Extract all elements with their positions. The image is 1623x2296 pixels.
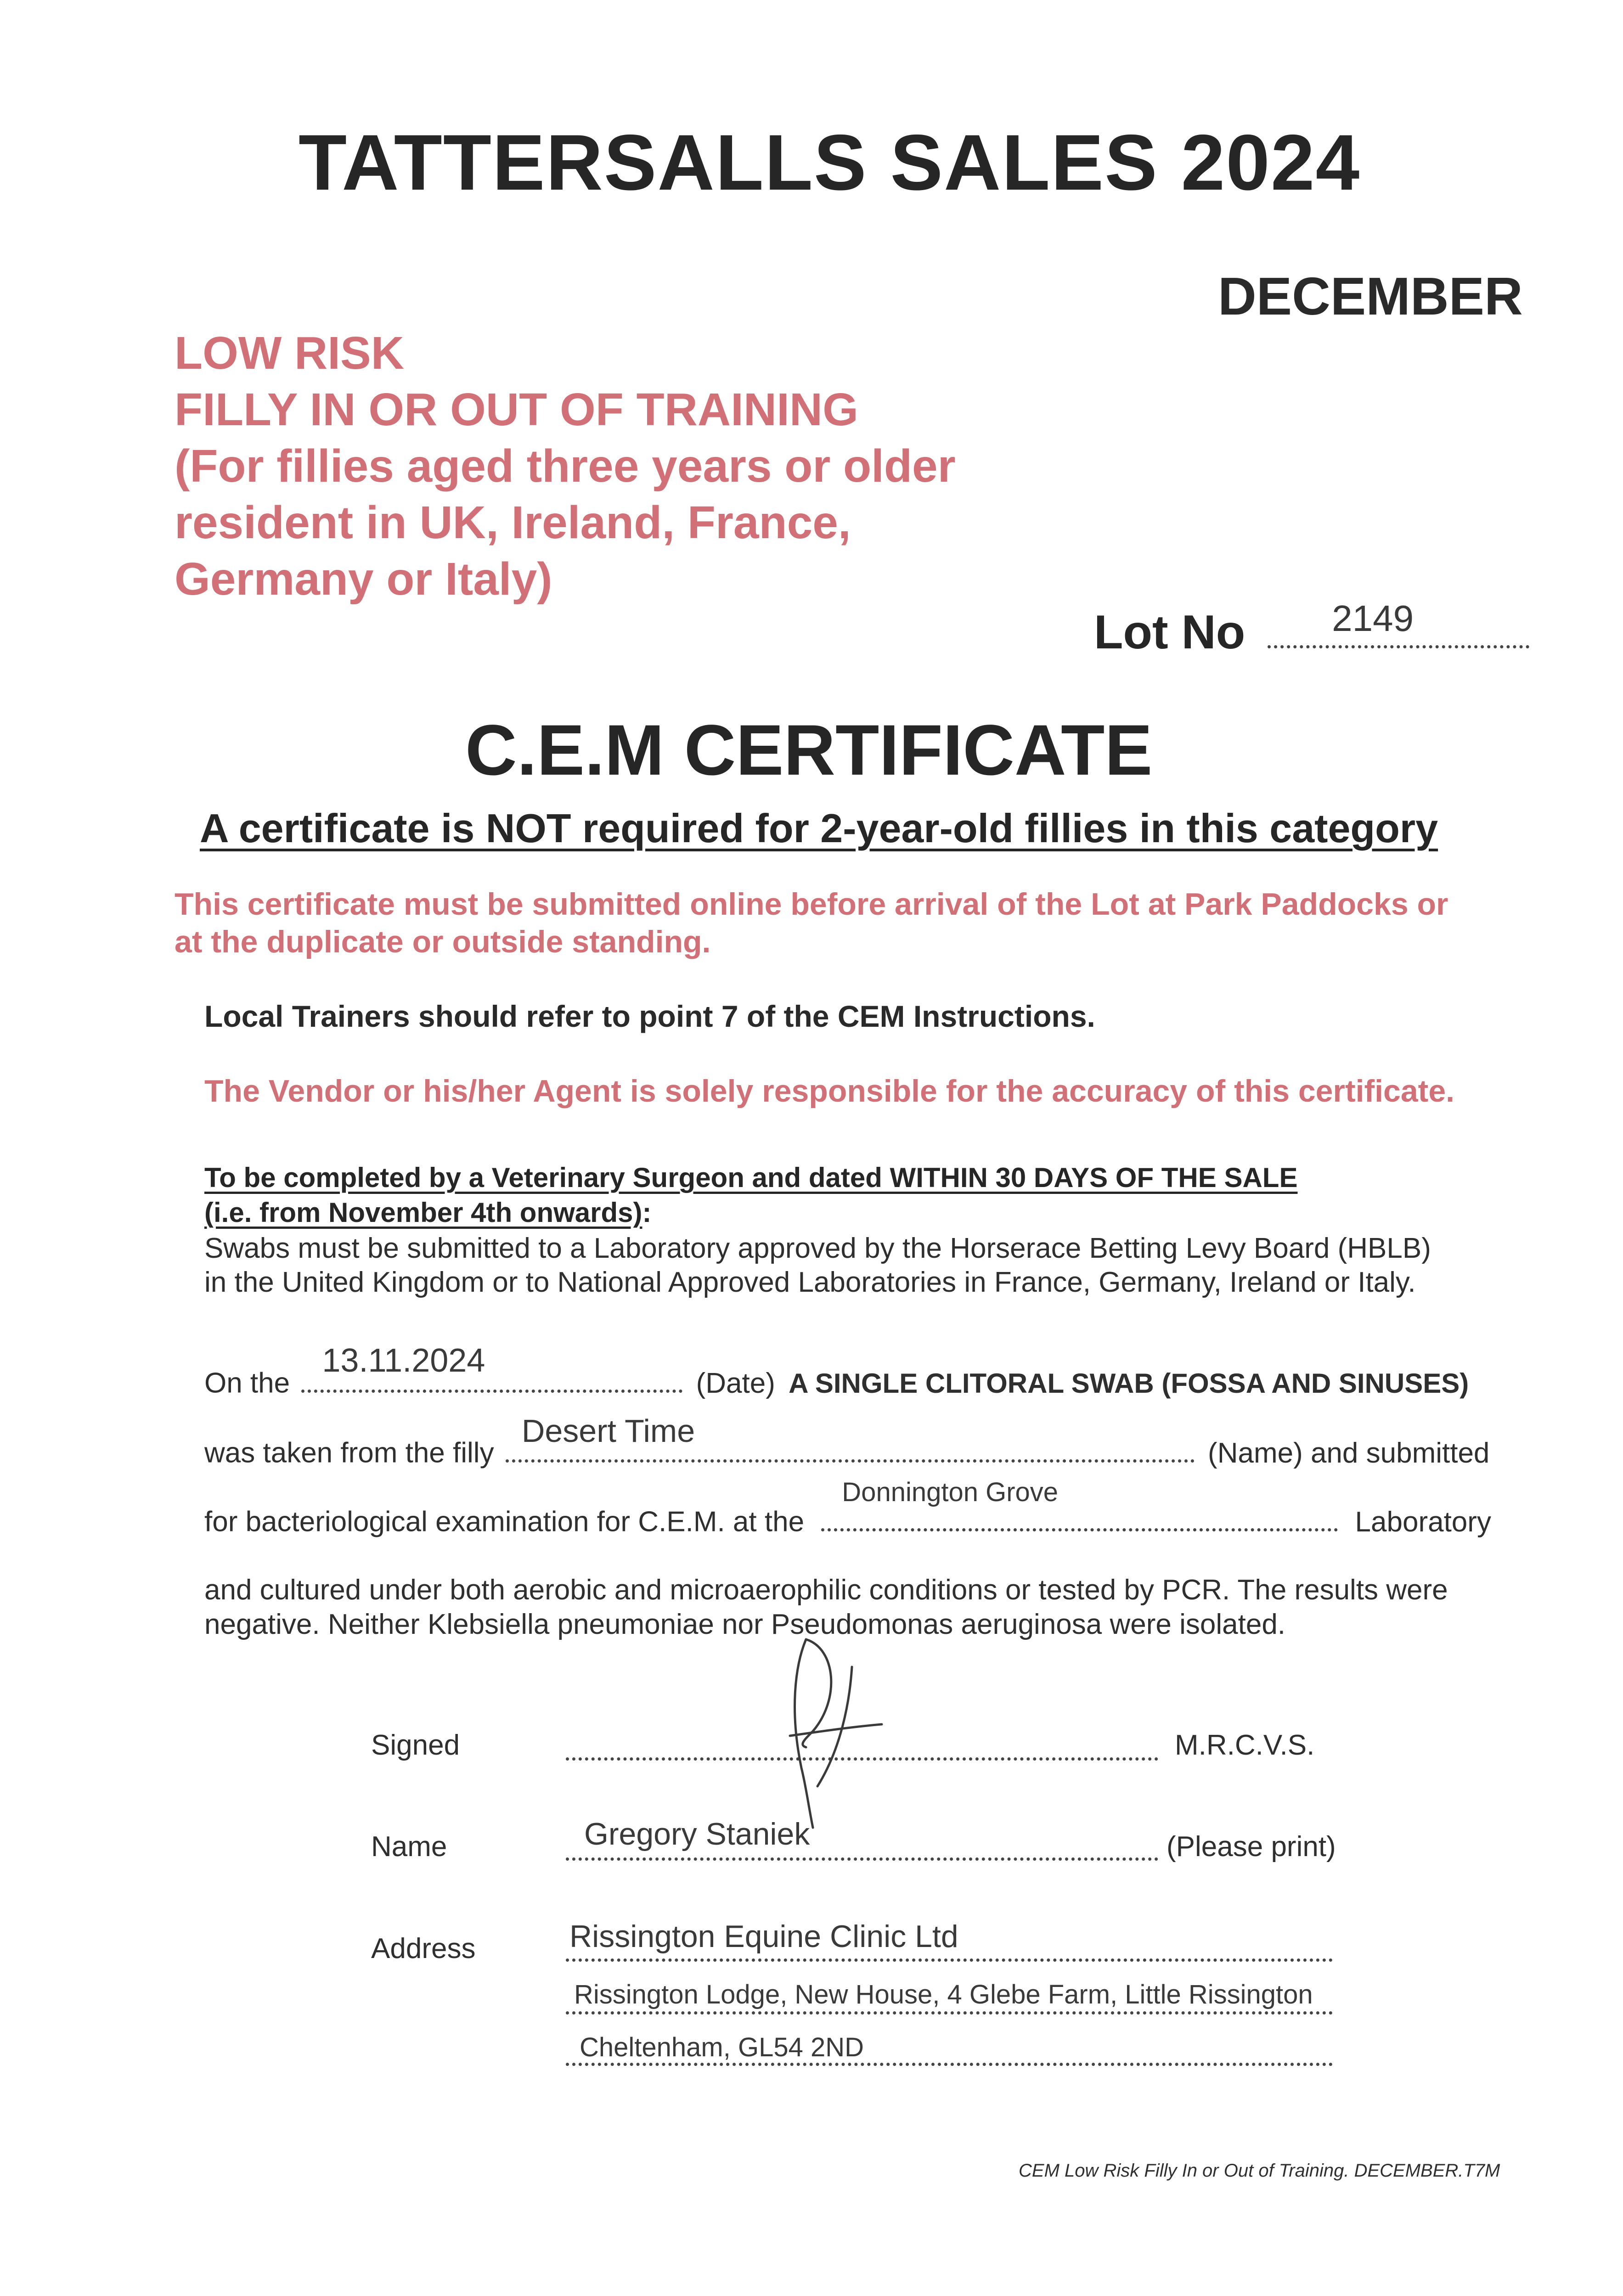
results-line-1: and cultured under both aerobic and microaerophilic conditions or tested by PCR. The results were xyxy=(204,1574,1448,1606)
swab-type: A SINGLE CLITORAL SWAB (FOSSA AND SINUSES) xyxy=(789,1367,1469,1399)
footer-reference: CEM Low Risk Filly In or Out of Training. DECEMBER.T7M xyxy=(1019,2161,1500,2181)
local-trainers-notice: Local Trainers should refer to point 7 of the CEM Instructions. xyxy=(204,999,1095,1033)
filly-row xyxy=(204,1412,1490,1469)
lot-number-field xyxy=(1094,598,1529,660)
category-line-1: LOW RISK xyxy=(175,327,404,379)
sale-month: DECEMBER xyxy=(1218,266,1523,326)
address-line-3-value: Cheltenham, GL54 2ND xyxy=(580,2032,864,2062)
address-label: Address xyxy=(371,1933,476,1964)
date-dotted-line xyxy=(301,1342,682,1393)
filly-name-dotted-line xyxy=(506,1412,1195,1463)
certificate-title: C.E.M CERTIFICATE xyxy=(465,710,1153,790)
vet-heading-colon: : xyxy=(642,1197,652,1228)
category-line-2: FILLY IN OR OUT OF TRAINING xyxy=(175,384,858,435)
vet-heading-line-1: To be completed by a Veterinary Surgeon and dated WITHIN 30 DAYS OF THE SALE xyxy=(204,1162,1298,1193)
filly-name-label: (Name) and submitted xyxy=(1208,1437,1490,1469)
lot-label: Lot No xyxy=(1094,606,1245,659)
category-line-3: (For fillies aged three years or older xyxy=(175,440,956,492)
lot-number-value: 2149 xyxy=(1332,598,1414,639)
swabs-line-1: Swabs must be submitted to a Laboratory approved by the Horserace Betting Levy Board (HBLB) xyxy=(204,1232,1431,1264)
swabs-line-2: in the United Kingdom or to National Approved Laboratories in France, Germany, Ireland or Italy. xyxy=(204,1266,1416,1298)
submission-notice-line-2: at the duplicate or outside standing. xyxy=(175,924,711,959)
signature-mark xyxy=(762,1630,900,1832)
taken-from-label: was taken from the filly xyxy=(204,1437,494,1469)
mrcvs-label: M.R.C.V.S. xyxy=(1175,1729,1315,1761)
lot-number-dotted-line xyxy=(1268,598,1529,648)
vet-heading-line-2 xyxy=(204,1197,651,1228)
please-print-label: (Please print) xyxy=(1167,1831,1336,1863)
name-label: Name xyxy=(371,1831,447,1863)
responsibility-notice: The Vendor or his/her Agent is solely responsible for the accuracy of this certificate. xyxy=(204,1074,1455,1109)
vet-name-value: Gregory Staniek xyxy=(584,1817,810,1851)
results-line-2: negative. Neither Klebsiella pneumoniae nor Pseudomonas aeruginosa were isolated. xyxy=(204,1609,1286,1640)
date-label: (Date) xyxy=(696,1367,775,1399)
filly-name-value: Desert Time xyxy=(521,1412,695,1449)
address-line-1-value: Rissington Equine Clinic Ltd xyxy=(569,1919,958,1954)
laboratory-value: Donnington Grove xyxy=(842,1477,1059,1507)
submission-notice-line-1: This certificate must be submitted online before arrival of the Lot at Park Paddocks or xyxy=(175,887,1448,922)
address-line-2-value: Rissington Lodge, New House, 4 Glebe Farm, Little Rissington xyxy=(574,1980,1313,2009)
sale-title: TATTERSALLS SALES 2024 xyxy=(299,118,1361,207)
vet-heading-date-range: (i.e. from November 4th onwards) xyxy=(204,1197,642,1228)
exam-text: for bacteriological examination for C.E.M. at the xyxy=(204,1506,805,1538)
laboratory-row xyxy=(204,1477,1491,1538)
laboratory-dotted-line xyxy=(821,1477,1338,1531)
date-value: 13.11.2024 xyxy=(322,1342,485,1379)
category-line-5: Germany or Italy) xyxy=(175,553,552,605)
on-the-label: On the xyxy=(204,1367,290,1399)
signed-label: Signed xyxy=(371,1729,460,1761)
laboratory-label: Laboratory xyxy=(1355,1506,1491,1538)
date-row xyxy=(204,1342,1469,1400)
certificate-subtitle: A certificate is NOT required for 2-year-old fillies in this category xyxy=(200,805,1438,851)
category-line-4: resident in UK, Ireland, France, xyxy=(175,497,851,548)
